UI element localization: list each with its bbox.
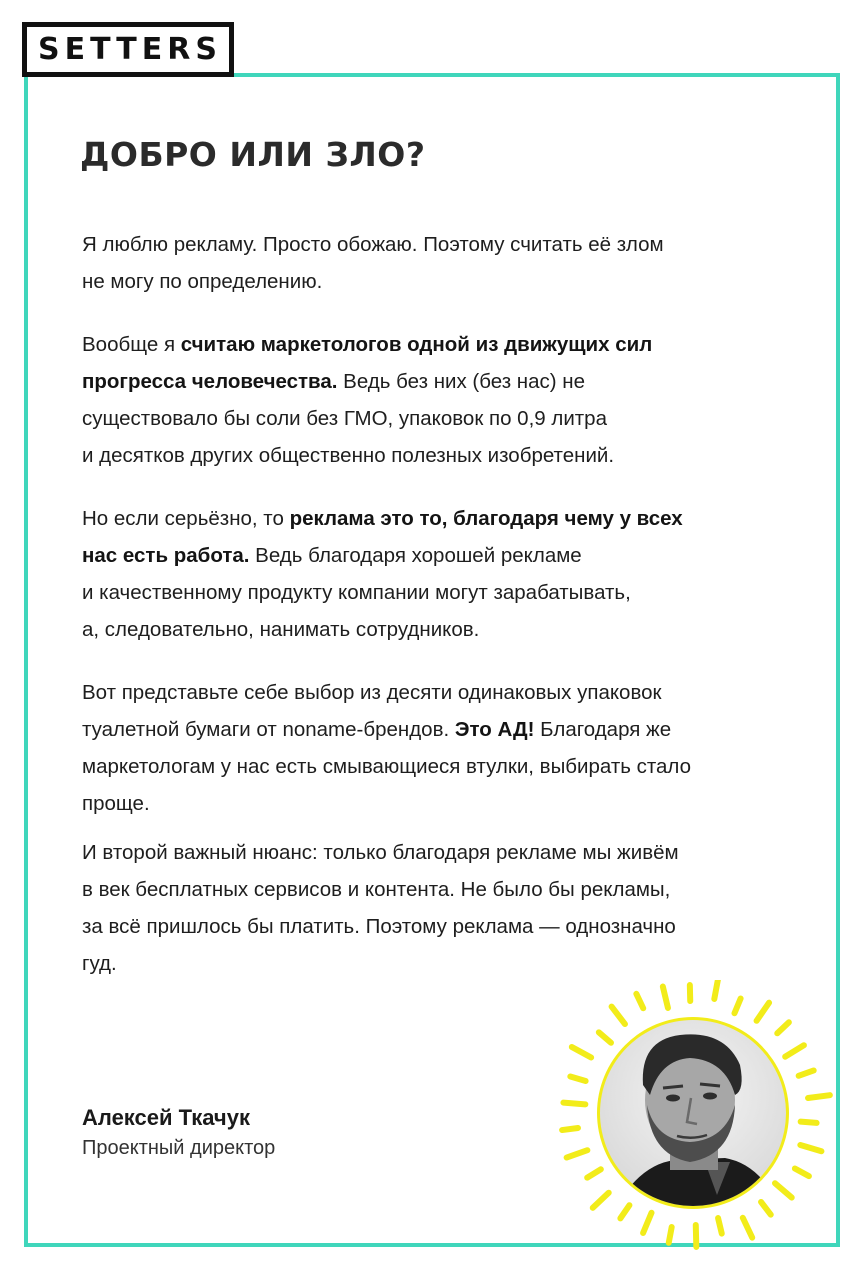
- text-run: Но если серьёзно, то: [82, 507, 290, 530]
- text-run: а, следовательно, нанимать сотрудников.: [82, 618, 480, 641]
- paragraph-4: [82, 674, 812, 822]
- text-line: [82, 444, 614, 467]
- paragraph-1: [82, 226, 812, 300]
- paragraph-5: [82, 834, 812, 982]
- author-role: Проектный директор: [82, 1137, 276, 1159]
- text-run: маркетологам у нас есть смывающиеся втулки, выбирать стало: [82, 755, 692, 778]
- text-run: гуд.: [82, 952, 117, 975]
- sunburst-ray: [587, 1169, 601, 1177]
- text-line: [82, 755, 691, 778]
- text-run: проще.: [82, 792, 150, 815]
- sunburst-ray: [567, 1150, 588, 1157]
- sunburst-ray: [599, 1032, 611, 1042]
- author-block: [82, 1103, 275, 1163]
- sunburst-ray: [718, 1218, 722, 1234]
- paragraph-2: [82, 326, 812, 474]
- text-line: [82, 792, 150, 815]
- text-run: в век бесплатных сервисов и контента. Не было бы рекламы,: [82, 878, 671, 901]
- bold-text: Это АД!: [454, 718, 535, 741]
- text-run: И второй важный нюанс: только благодаря рекламе мы живём: [82, 841, 679, 864]
- text-line: [82, 407, 607, 430]
- sunburst-ray: [563, 1103, 585, 1105]
- sunburst-ray: [775, 1183, 792, 1197]
- text-run: Вообще я: [82, 333, 181, 356]
- text-line: [82, 370, 585, 393]
- text-run: за всё пришлось бы платить. Поэтому реклама — однозначно: [82, 915, 676, 938]
- text-line: [82, 618, 479, 641]
- setters-logo: SETTERS: [22, 22, 234, 77]
- sunburst-ray: [696, 1225, 697, 1247]
- sunburst-ray: [669, 1227, 672, 1243]
- sunburst-ray: [801, 1122, 817, 1123]
- sunburst-ray: [570, 1076, 585, 1081]
- paragraph-3: [82, 500, 812, 648]
- sunburst-ray: [612, 1007, 625, 1024]
- text-line: [82, 915, 676, 938]
- article-body: [82, 226, 812, 982]
- text-line: [82, 841, 679, 864]
- page-title: ДОБРО ИЛИ ЗЛО?: [80, 135, 426, 174]
- text-line: [82, 333, 652, 356]
- text-run: Ведь благодаря хорошей рекламе: [249, 544, 582, 567]
- text-line: [82, 544, 582, 567]
- text-line: [82, 270, 322, 293]
- sunburst-ray: [572, 1047, 591, 1058]
- text-run: и качественному продукту компании могут зарабатывать,: [82, 581, 631, 604]
- sunburst-ray: [593, 1193, 609, 1208]
- text-line: [82, 233, 664, 256]
- sunburst-ray: [777, 1022, 789, 1033]
- author-portrait: [555, 980, 835, 1260]
- sunburst-ray: [757, 1003, 769, 1021]
- text-line: [82, 718, 671, 741]
- sunburst-ray: [800, 1145, 821, 1151]
- bold-text: реклама это то, благодаря чему у всех: [289, 507, 683, 530]
- sunburst-ray: [714, 980, 718, 999]
- text-run: туалетной бумаги от noname-брендов.: [82, 718, 455, 741]
- sunburst-ray: [743, 1218, 752, 1238]
- text-line: [82, 952, 117, 975]
- sunburst-ray: [620, 1205, 629, 1218]
- sunburst-ray: [663, 987, 668, 1008]
- author-name: Алексей Ткачук: [82, 1105, 250, 1130]
- text-run: не могу по определению.: [82, 270, 323, 293]
- text-run: Благодаря же: [534, 718, 672, 741]
- sunburst-ray: [636, 994, 643, 1008]
- text-run: Я люблю рекламу. Просто обожаю. Поэтому считать её злом: [82, 233, 664, 256]
- text-line: [82, 581, 631, 604]
- text-line: [82, 681, 662, 704]
- sunburst-ray: [643, 1213, 651, 1233]
- text-run: и десятков других общественно полезных изобретений.: [82, 444, 615, 467]
- text-run: Ведь без них (без нас) не: [337, 370, 586, 393]
- sunburst-ray: [734, 999, 740, 1014]
- sunburst-ray: [785, 1045, 804, 1056]
- text-run: Вот представьте себе выбор из десяти одинаковых упаковок: [82, 681, 662, 704]
- bold-text: нас есть работа.: [82, 544, 250, 567]
- text-line: [82, 878, 670, 901]
- text-run: существовало бы соли без ГМО, упаковок по 0,9 литра: [82, 407, 607, 430]
- sunburst-ray: [795, 1168, 809, 1176]
- sunburst-ray: [761, 1202, 771, 1215]
- text-line: [82, 507, 683, 530]
- sunburst-ray: [799, 1070, 814, 1075]
- bold-text: считаю маркетологов одной из движущих сил: [180, 333, 653, 356]
- sunburst-ray: [562, 1128, 578, 1130]
- bold-text: прогресса человечества.: [82, 370, 338, 393]
- sunburst-ray: [808, 1095, 830, 1098]
